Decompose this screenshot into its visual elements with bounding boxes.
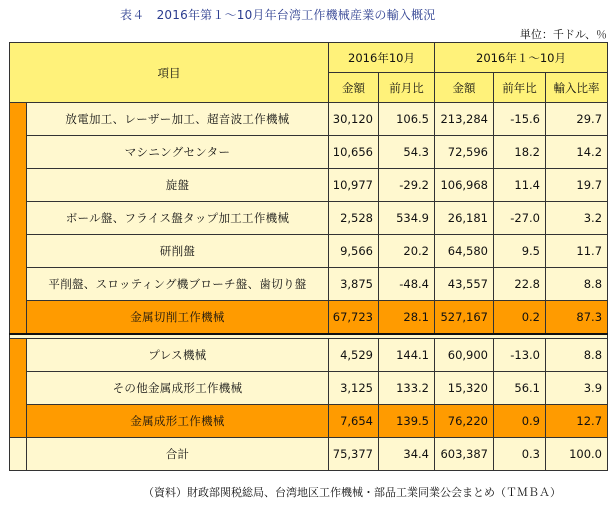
cell-ytd-yoy: 0.9 — [494, 404, 546, 437]
cell-oct-mom: 144.1 — [379, 338, 435, 371]
cell-share: 8.8 — [546, 268, 608, 301]
row-name: 合計 — [27, 437, 329, 470]
cell-oct-mom: 139.5 — [379, 404, 435, 437]
cell-ytd-yoy: 18.2 — [494, 136, 546, 169]
cell-oct-amount: 75,377 — [329, 437, 379, 470]
table-row — [10, 371, 608, 404]
cell-ytd-amount: 43,557 — [435, 268, 494, 301]
cell-ytd-yoy: 56.1 — [494, 371, 546, 404]
table-row — [10, 169, 608, 202]
cell-oct-amount: 30,120 — [329, 103, 379, 136]
row-name: 平削盤、スロッティング機ブローチ盤、歯切り盤 — [27, 268, 329, 301]
source-note: （資料）財政部関税総局、台湾地区工作機械・部品工業同業公会まとめ（ＴＭＢＡ） — [143, 486, 561, 499]
cell-oct-mom: 534.9 — [379, 202, 435, 235]
cell-ytd-amount: 106,968 — [435, 169, 494, 202]
table-row — [10, 202, 608, 235]
forming-group-strip — [10, 338, 27, 437]
cell-share: 19.7 — [546, 169, 608, 202]
table-row — [10, 136, 608, 169]
cell-ytd-amount: 527,167 — [435, 301, 494, 334]
cell-oct-amount: 3,875 — [329, 268, 379, 301]
cell-oct-mom: -48.4 — [379, 268, 435, 301]
cell-oct-mom: 133.2 — [379, 371, 435, 404]
cell-ytd-amount: 60,900 — [435, 338, 494, 371]
cell-share: 8.8 — [546, 338, 608, 371]
cell-oct-mom: 54.3 — [379, 136, 435, 169]
import-table — [9, 42, 608, 471]
row-name: 旋盤 — [27, 169, 329, 202]
total-row — [10, 437, 608, 470]
header-period-oct: 2016年10月 — [329, 43, 435, 73]
cell-oct-amount: 10,977 — [329, 169, 379, 202]
table-title: 表４ 2016年第１～10月年台湾工作機械産業の輸入概況 — [120, 8, 436, 22]
cell-ytd-yoy: 0.3 — [494, 437, 546, 470]
cell-ytd-yoy: 22.8 — [494, 268, 546, 301]
cell-oct-amount: 2,528 — [329, 202, 379, 235]
header-period-jan-oct: 2016年１～10月 — [435, 43, 608, 73]
unit-note: 単位：千ドル、％ — [519, 28, 607, 41]
cell-oct-mom: 106.5 — [379, 103, 435, 136]
table-row — [10, 268, 608, 301]
row-name: ボール盤、フライス盤タップ加工工作機械 — [27, 202, 329, 235]
subtotal-row-forming — [10, 404, 608, 437]
row-name: 金属成形工作機械 — [27, 404, 329, 437]
header-prev-month: 前月比 — [379, 73, 435, 103]
cell-share: 14.2 — [546, 136, 608, 169]
cell-oct-amount: 9,566 — [329, 235, 379, 268]
cell-share: 87.3 — [546, 301, 608, 334]
row-name: 放電加工、レーザー加工、超音波工作機械 — [27, 103, 329, 136]
cell-share: 3.2 — [546, 202, 608, 235]
header-import-share: 輸入比率 — [546, 73, 608, 103]
cell-ytd-yoy: 9.5 — [494, 235, 546, 268]
row-name: プレス機械 — [27, 338, 329, 371]
cell-ytd-yoy: 11.4 — [494, 169, 546, 202]
cell-oct-amount: 4,529 — [329, 338, 379, 371]
cutting-group-strip — [10, 103, 27, 334]
cell-share: 11.7 — [546, 235, 608, 268]
cell-ytd-amount: 15,320 — [435, 371, 494, 404]
cell-ytd-amount: 213,284 — [435, 103, 494, 136]
cell-oct-amount: 7,654 — [329, 404, 379, 437]
cell-share: 100.0 — [546, 437, 608, 470]
cell-ytd-amount: 64,580 — [435, 235, 494, 268]
cell-ytd-amount: 72,596 — [435, 136, 494, 169]
total-strip — [10, 437, 27, 470]
cell-ytd-yoy: -13.0 — [494, 338, 546, 371]
cell-ytd-amount: 26,181 — [435, 202, 494, 235]
header-amount-ytd: 金額 — [435, 73, 494, 103]
cell-oct-amount: 10,656 — [329, 136, 379, 169]
row-name: マシニングセンター — [27, 136, 329, 169]
cell-ytd-yoy: -27.0 — [494, 202, 546, 235]
header-prev-year: 前年比 — [494, 73, 546, 103]
cell-oct-amount: 3,125 — [329, 371, 379, 404]
cell-oct-mom: 34.4 — [379, 437, 435, 470]
cell-ytd-yoy: -15.6 — [494, 103, 546, 136]
cell-share: 12.7 — [546, 404, 608, 437]
cell-ytd-yoy: 0.2 — [494, 301, 546, 334]
cell-share: 29.7 — [546, 103, 608, 136]
cell-oct-amount: 67,723 — [329, 301, 379, 334]
table-row — [10, 103, 608, 136]
cell-ytd-amount: 603,387 — [435, 437, 494, 470]
table-row — [10, 338, 608, 371]
row-name: 研削盤 — [27, 235, 329, 268]
row-name: その他金属成形工作機械 — [27, 371, 329, 404]
row-name: 金属切削工作機械 — [27, 301, 329, 334]
cell-oct-mom: -29.2 — [379, 169, 435, 202]
cell-oct-mom: 28.1 — [379, 301, 435, 334]
header-amount-oct: 金額 — [329, 73, 379, 103]
table-row — [10, 235, 608, 268]
cell-oct-mom: 20.2 — [379, 235, 435, 268]
header-item: 項目 — [10, 43, 329, 103]
cell-share: 3.9 — [546, 371, 608, 404]
cell-ytd-amount: 76,220 — [435, 404, 494, 437]
subtotal-row-cutting — [10, 301, 608, 334]
